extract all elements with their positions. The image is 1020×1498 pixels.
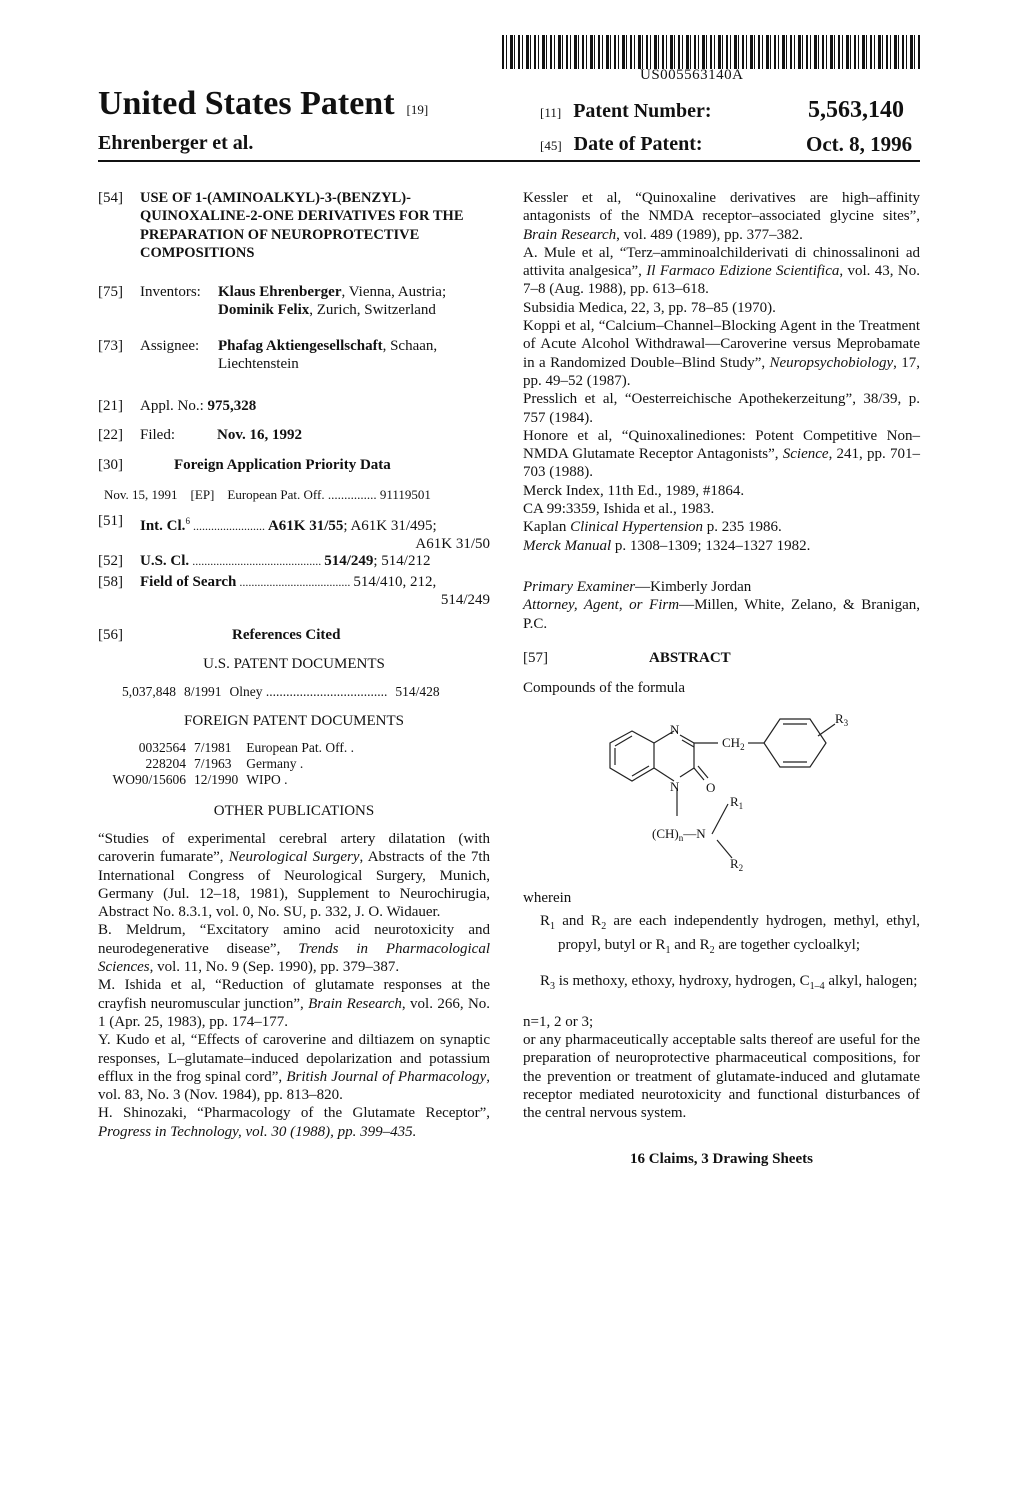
attorney: —Millen, White, Zelano, & Branigan, P.C. [523,597,920,632]
header-rule [98,160,920,162]
r3-definition: $R_3$ is methoxy, ethoxy, hydroxy, hydrogen, $C_{1-4}$ alkyl, halogen; [540,973,918,992]
references-continued [523,189,920,555]
ch2-label: $CH_2$ [722,735,745,752]
reference: Subsidia Medica, 22, 3, pp. 78–85 (1970). [523,299,776,316]
r1-label: $R_1$ [730,794,744,811]
us-docs-heading: U.S. PATENT DOCUMENTS [203,656,385,672]
reference: Kessler et al, “Quinoxaline derivatives are high–affinity antagonists of the NMDA receptor–associated glycine sites”, Brain Research, vol. 489 (1989), pp. 377–382. [523,190,920,243]
wherein: wherein [523,890,572,906]
claims-summary: 16 Claims, 3 Drawing Sheets [630,1151,813,1167]
us-docs-table [118,684,444,700]
r1-r2-definition: $R_1$ and $R_2$ are each independently hydrogen, methyl, ethyl, propyl, butyl or $R_1$ and $R_2$ are together cycloalkyl; [540,913,920,957]
chain-label: $(CH)_n—N$ [652,826,706,843]
priority-line: Nov. 15, 1991 [EP] European Pat. Off. ............... 91119501 [104,487,431,502]
patent-number: 5,563,140 [808,97,904,123]
authors: Ehrenberger et al. [98,132,254,154]
examiner-block [523,578,920,633]
foreign-docs-heading: FOREIGN PATENT DOCUMENTS [183,713,405,729]
patent-date: Oct. 8, 1996 [806,132,913,156]
reference: CA 99:3359, Ishida et al., 1983. [523,501,715,518]
table-row: 5,037,848 8/1991 Olney .................................... 514/428 [122,684,440,699]
r2-label: $R_2$ [730,856,744,873]
reference: Koppi et al, “Calcium–Channel–Blocking Agent in the Treatment of Acute Alcohol Withdrawal—Caroverine versus Meprobamate in a Randomized Double–Blind Study”, Neuropsychobiology, 17, pp. 49–52 (1987). [523,318,920,389]
reference: “Studies of experimental cerebral artery dilatation (with caroverin fumarate”, Neurological Surgery, Abstracts of the 7th International Congress of Neurological Surgery, Munich, Germany (Jul. 12–18, 1981), Supplement to Neurochirugia, Abstract No. 8.3.1, vol. 0, No. SU, p. 332, J. O. Widauer. [98,831,490,921]
patent-title: United States Patent [19] [98,85,429,122]
abstract-closing: or any pharmaceutically acceptable salts thereof are useful for the preparation of neuroprotective pharmaceutical compositions, for the prevention or treatment of glutamate-induced and glutamate receptor mediated neurotoxicity and functional disturbances of the central nervous system. [523,1032,920,1122]
reference: Presslich et al, “Oesterreichische Apothekerzeitung”, 38/39, p. 757 (1984). [523,391,920,426]
primary-examiner: —Kimberly Jordan [635,579,752,595]
reference: Kaplan Clinical Hypertension p. 235 1986. [523,519,782,536]
document-number: US005563140A [640,67,744,83]
patent-number-label: [11] Patent Number: [540,100,712,122]
reference: Y. Kudo et al, “Effects of caroverine and diltiazem on synaptic responses, L–glutamate–induced depolarization and potassium efflux in the frog spinal cord”, British Journal of Pharmacology, vol. 83, No. 3 (Nov. 1984), pp. 813–820. [98,1032,490,1104]
primary-examiner-label: Primary Examiner [523,579,636,595]
reference: M. Ishida et al, “Reduction of glutamate responses at the crayfish neuromuscular junction”, Brain Research, vol. 266, No. 1 (Apr. 25, 1983), pp. 174–177. [98,977,491,1030]
reference: B. Meldrum, “Excitatory amino acid neurotoxicity and neurodegenerative disease”, Trends in Pharmacological Sciences, vol. 11, No. 9 (Sep. 1990), pp. 379–387. [98,922,491,976]
reference: A. Mule et al, “Terz–amminoalchilderivati di chinossalinoni ad attivita analgesica”, Il Farmaco Edizione Scientifica, vol. 43, No. 7–8 (Aug. 1988), pp. 613–618. [523,244,920,298]
oxygen-label: O [706,780,716,795]
date-label: [45] Date of Patent: [540,133,703,155]
abstract-heading-row: [57] ABSTRACT [523,650,731,666]
nitrogen-bottom-label: N [670,779,680,794]
table-row: 0032564 7/1981 European Pat. Off. . [138,740,354,755]
nitrogen-top-label: N [670,722,680,737]
reference: Merck Manual p. 1308–1309; 1324–1327 1982. [523,537,811,554]
attorney-label: Attorney, Agent, or Firm [523,597,680,614]
foreign-docs-table [100,740,358,788]
barcode [502,35,920,69]
abstract-title: ABSTRACT [649,650,731,666]
reference: Honore et al, “Quinoxalinediones: Potent Competitive Non–NMDA Glutamate Receptor Antagonists”, Science, 241, pp. 701–703 (1988). [523,427,920,481]
n-definition: n=1, 2 or 3; [523,1014,594,1030]
chemical-structure [580,706,880,876]
other-publications-heading: OTHER PUBLICATIONS [213,803,375,819]
table-row: 228204 7/1963 Germany . [145,756,304,771]
table-row: WO90/15606 12/1990 WIPO . [112,772,288,787]
r3-label: $R_3$ [835,711,849,728]
reference: Merck Index, 11th Ed., 1989, #1864. [523,482,745,499]
invention-title: USE OF 1-(AMINOALKYL)-3-(BENZYL)-QUINOXALINE-2-ONE DERIVATIVES FOR THE PREPARATION OF NEUROPROTECTIVE COMPOSITIONS [140,190,464,261]
other-publications [98,830,490,1141]
abstract-intro: Compounds of the formula [523,680,686,696]
reference: H. Shinozaki, “Pharmacology of the Glutamate Receptor”, Progress in Technology, vol. 30 (1988), pp. 399–435. [98,1105,490,1140]
